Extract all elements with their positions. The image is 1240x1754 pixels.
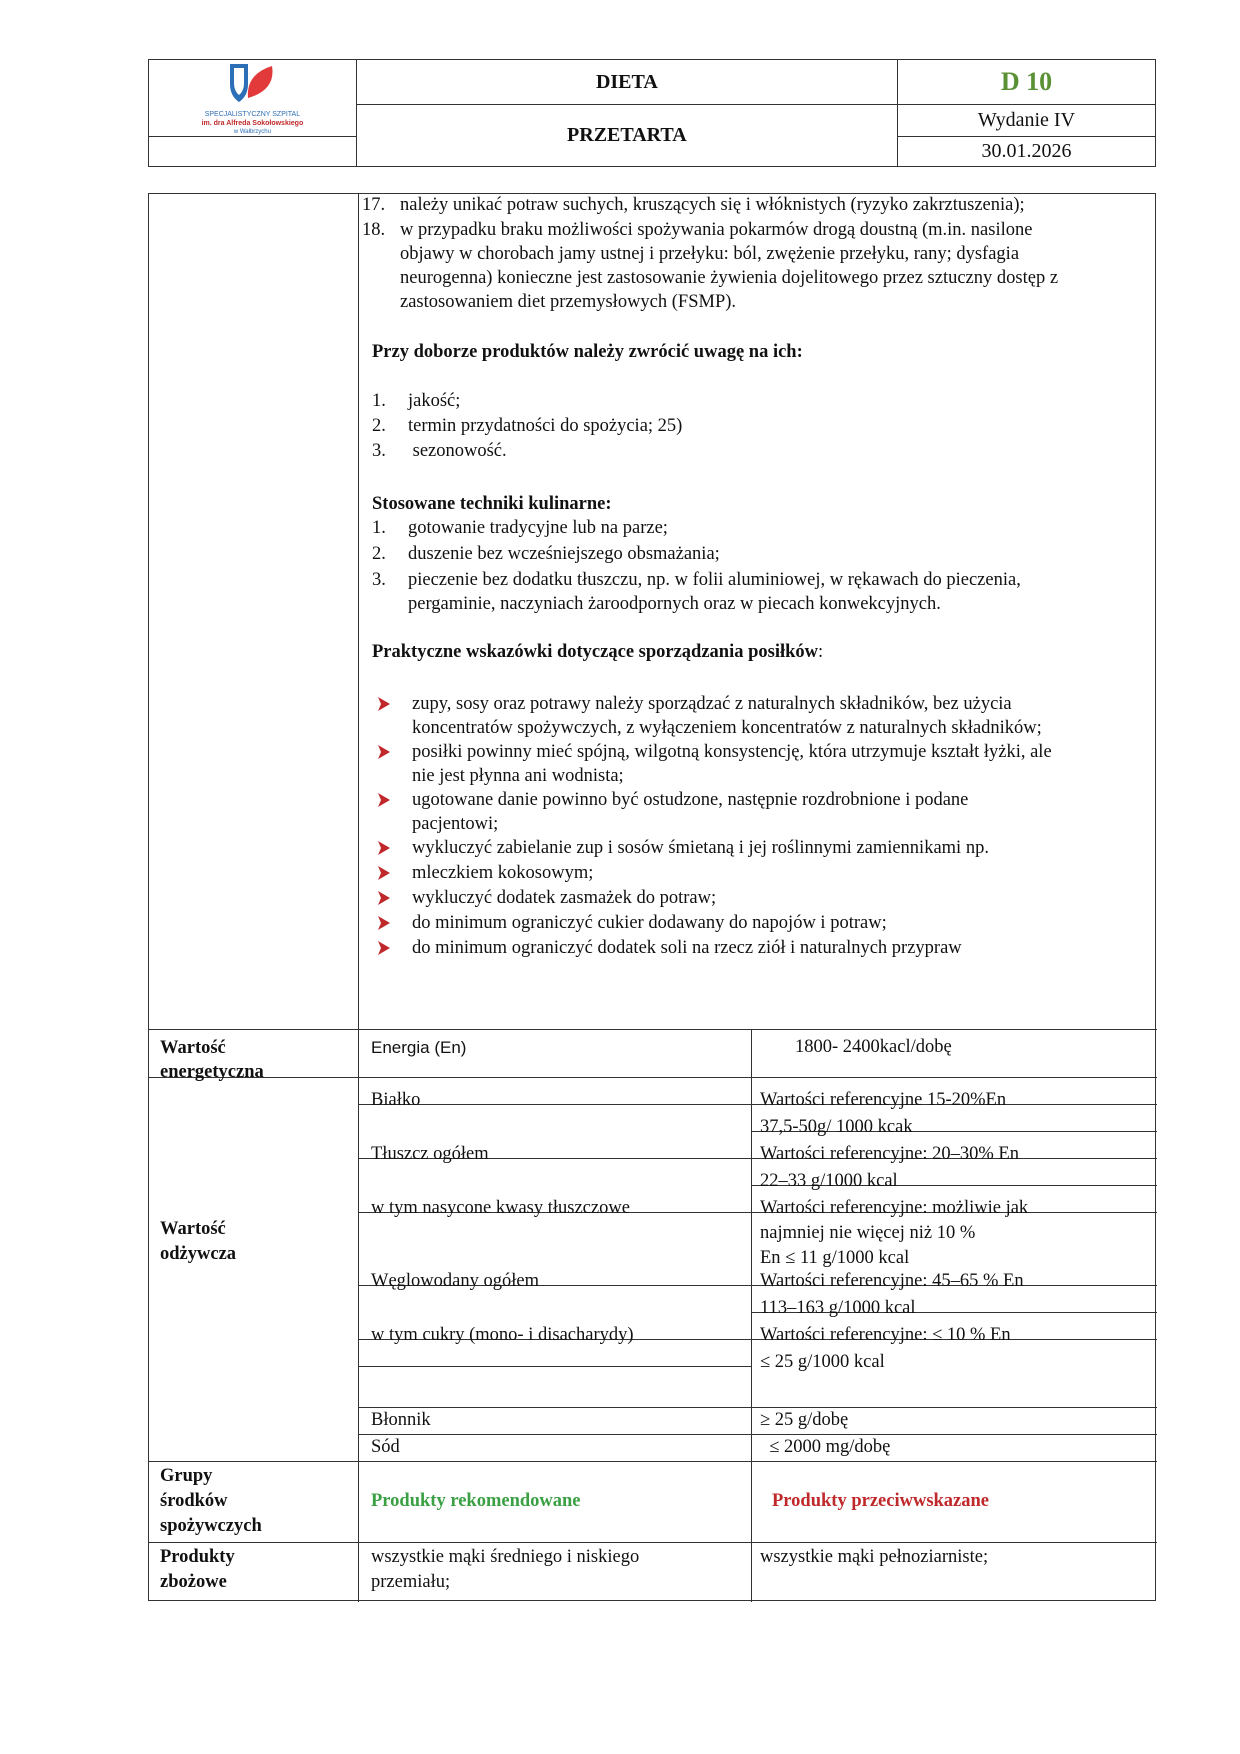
document-header — [148, 59, 1156, 167]
diet-code: D 10 — [897, 60, 1155, 105]
tip-item: zupy, sosy oraz potrawy należy sporządzać z naturalnych składników, bez użycia — [412, 694, 1012, 714]
logo-line-3: w Wałbrzychu — [233, 129, 271, 135]
nutrient-value: ≥ 25 g/dobę — [760, 1410, 849, 1430]
nutrient-name: Białko — [371, 1090, 421, 1110]
hospital-logo-icon — [222, 60, 282, 108]
arrow-bullet-icon — [377, 792, 391, 808]
list-item-cont: zastosowaniem diet przemysłowych (FSMP). — [400, 292, 737, 312]
list-number: 3. — [372, 570, 386, 590]
nutrient-value: Wartości referencyjne: 20–30% En — [760, 1144, 1019, 1164]
cereal-label-cont: zbożowe — [160, 1572, 227, 1592]
arrow-bullet-icon — [377, 840, 391, 856]
recommended-header: Produkty rekomendowane — [371, 1491, 581, 1511]
energy-value: 1800- 2400kacl/dobę — [795, 1037, 952, 1057]
nutrient-value: Wartości referencyjne: 45–65 % En — [760, 1271, 1024, 1291]
arrow-bullet-icon — [377, 696, 391, 712]
arrow-bullet-icon — [377, 940, 391, 956]
edition: Wydanie IV — [897, 105, 1155, 137]
tip-item: do minimum ograniczyć cukier dodawany do napojów i potraw; — [412, 913, 887, 933]
nutrient-value: ≤ 25 g/1000 kcal — [760, 1352, 885, 1372]
nutrient-value: En ≤ 11 g/1000 kcal — [760, 1248, 910, 1268]
energy-name: Energia (En) — [371, 1038, 467, 1057]
list-item-cont: objawy w chorobach jamy ustnej i przełyku: ból, zwężenie przełyku, rany; dysfagia — [400, 244, 1020, 264]
tip-item-cont: nie jest płynna ani wodnista; — [412, 766, 624, 786]
tips-heading: Praktyczne wskazówki dotyczące sporządzania posiłków — [372, 642, 819, 662]
list-item: termin przydatności do spożycia; 25) — [408, 416, 683, 436]
list-number: 3. — [372, 441, 386, 461]
list-number: 1. — [372, 518, 386, 538]
tip-item: do minimum ograniczyć dodatek soli na rzecz ziół i naturalnych przypraw — [412, 938, 962, 958]
nutrient-name: w tym nasycone kwasy tłuszczowe — [371, 1198, 630, 1218]
list-item-cont: neurogenna) konieczne jest zastosowanie żywienia dojelitowego przez sztuczny dostęp z — [400, 268, 1059, 288]
arrow-bullet-icon — [377, 744, 391, 760]
list-item: pieczenie bez dodatku tłuszczu, np. w folii aluminiowej, w rękawach do pieczenia, — [408, 570, 1021, 590]
tip-item: wykluczyć dodatek zasmażek do potraw; — [412, 888, 717, 908]
list-number: 17. — [362, 195, 386, 215]
tip-item: posiłki powinny mieć spójną, wilgotną konsystencję, która utrzymuje kształt łyżki, ale — [412, 742, 1052, 762]
diet-name: PRZETARTA — [356, 105, 897, 167]
tip-item: mleczkiem kokosowym; — [412, 863, 594, 883]
nutrient-value: najmniej nie więcej niż 10 % — [760, 1223, 976, 1243]
logo-line-2: im. dra Alfreda Sokołowskiego — [201, 120, 304, 127]
tip-item-cont: koncentratów spożywczych, z wyłączeniem koncentratów z naturalnych składników; — [412, 718, 1042, 738]
nutrition-label-cont: odżywcza — [160, 1244, 237, 1264]
logo-line-1: SPECJALISTYCZNY SZPITAL — [204, 111, 301, 118]
arrow-bullet-icon — [377, 915, 391, 931]
arrow-bullet-icon — [377, 890, 391, 906]
cereal-contraindicated: wszystkie mąki pełnoziarniste; — [760, 1547, 989, 1567]
nutrient-value: 113–163 g/1000 kcal — [760, 1298, 916, 1318]
tips-heading-suffix: : — [818, 642, 824, 662]
list-item: gotowanie tradycyjne lub na parze; — [408, 518, 668, 538]
cereal-label: Produkty — [160, 1547, 235, 1567]
techniques-heading: Stosowane techniki kulinarne: — [372, 494, 612, 514]
nutrient-name: Sód — [371, 1437, 400, 1457]
tip-item: ugotowane danie powinno być ostudzone, następnie rozdrobnione i podane — [412, 790, 969, 810]
groups-label: Grupy — [160, 1466, 213, 1486]
tip-item: wykluczyć zabielanie zup i sosów śmietaną i jej roślinnymi zamiennikami np. — [412, 838, 989, 858]
list-item: sezonowość. — [408, 441, 507, 461]
groups-label-cont: środków — [160, 1491, 228, 1511]
tips-heading-line — [372, 640, 823, 664]
list-item-cont: pergaminie, naczyniach żaroodpornych oraz w piecach konwekcyjnych. — [408, 594, 941, 614]
logo-cell — [149, 60, 357, 137]
energy-label-cont: energetyczna — [160, 1062, 264, 1082]
nutrient-name: Tłuszcz ogółem — [371, 1144, 489, 1164]
nutrient-name: Błonnik — [371, 1410, 431, 1430]
arrow-bullet-icon — [377, 865, 391, 881]
nutrient-value: ≤ 2000 mg/dobę — [760, 1437, 891, 1457]
tip-item-cont: pacjentowi; — [412, 814, 499, 834]
nutrient-name: Węglowodany ogółem — [371, 1271, 539, 1291]
nutrient-value: Wartości referencyjne 15-20%En — [760, 1090, 1007, 1110]
nutrient-value: 37,5-50g/ 1000 kcak — [760, 1117, 913, 1137]
list-number: 18. — [362, 220, 386, 240]
contraindicated-header: Produkty przeciwwskazane — [772, 1491, 990, 1511]
groups-label-cont: spożywczych — [160, 1516, 262, 1536]
energy-label: Wartość — [160, 1038, 226, 1058]
list-item: jakość; — [408, 391, 461, 411]
selection-heading: Przy doborze produktów należy zwrócić uwagę na ich: — [372, 342, 803, 362]
list-number: 2. — [372, 544, 386, 564]
list-number: 2. — [372, 416, 386, 436]
nutrient-value: Wartości referencyjne: możliwie jak — [760, 1198, 1029, 1218]
header-diet-label: DIETA — [356, 60, 897, 105]
list-item: należy unikać potraw suchych, kruszących się i włóknistych (ryzyko zakrztuszenia); — [400, 195, 1025, 215]
list-item: w przypadku braku możliwości spożywania pokarmów drogą doustną (m.in. nasilone — [400, 220, 1033, 240]
cereal-recommended-cont: przemiału; — [371, 1572, 451, 1592]
nutrient-value: Wartości referencyjne: ≤ 10 % En — [760, 1325, 1011, 1345]
list-item: duszenie bez wcześniejszego obsmażania; — [408, 544, 720, 564]
list-number: 1. — [372, 391, 386, 411]
nutrition-label: Wartość — [160, 1219, 226, 1239]
nutrient-value: 22–33 g/1000 kcal — [760, 1171, 898, 1191]
edition-date: 30.01.2026 — [897, 137, 1155, 167]
nutrient-name: w tym cukry (mono- i disacharydy) — [371, 1325, 634, 1345]
cereal-recommended: wszystkie mąki średniego i niskiego — [371, 1547, 640, 1567]
